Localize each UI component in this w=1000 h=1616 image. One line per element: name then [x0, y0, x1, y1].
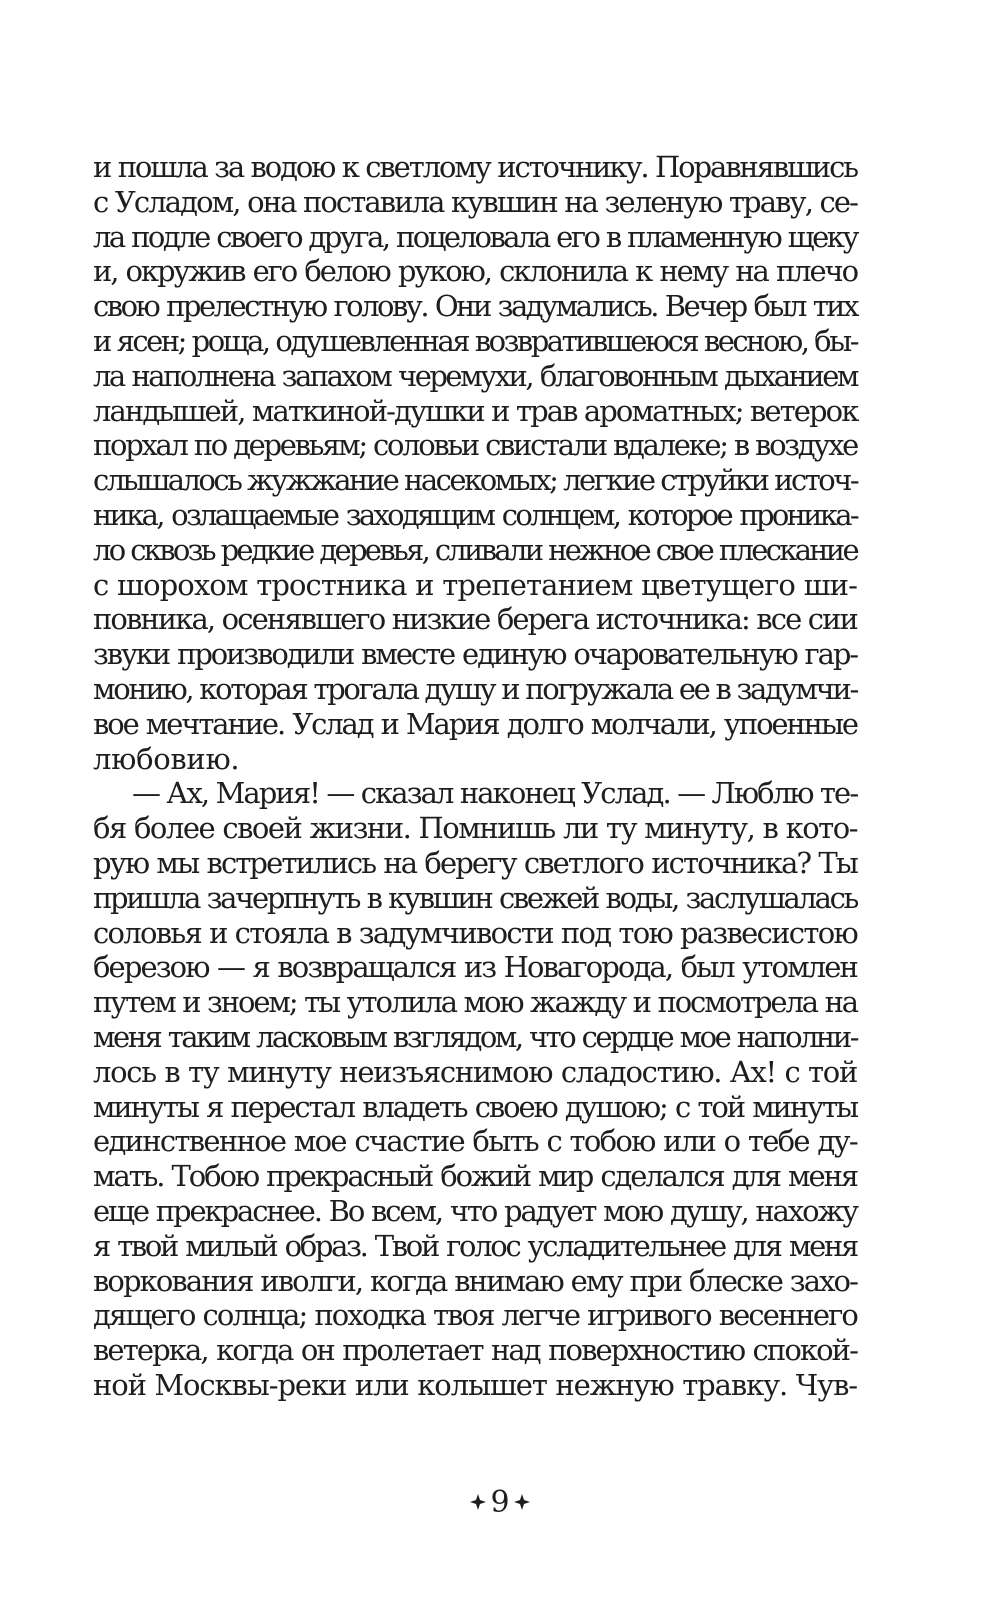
- text-line: меня таким ласковым взглядом, что сердце мое наполни-: [93, 1019, 857, 1054]
- text-line: ветерка, когда он пролетает над поверхностию спокой-: [93, 1333, 857, 1368]
- text-line: я твой милый образ. Твой голос усладительнее для меня: [93, 1228, 857, 1263]
- ornament-left-icon: [470, 1494, 486, 1510]
- text-line: рую мы встретились на берегу светлого источника? Ты: [93, 845, 857, 880]
- text-line: с шорохом тростника и трепетанием цветущего ши-: [93, 567, 857, 602]
- text-line: вое мечтание. Услад и Мария долго молчали, упоенные: [93, 706, 857, 741]
- text-line: мать. Тобою прекрасный божий мир сделался для меня: [93, 1159, 857, 1194]
- text-line: и пошла за водою к светлому источнику. Поравнявшись: [93, 150, 857, 184]
- text-line: воркования иволги, когда внимаю ему при блеске захо-: [93, 1263, 857, 1298]
- text-line: ла наполнена запахом черемухи, благовонным дыханием: [93, 358, 857, 393]
- text-line: свою прелестную голову. Они задумались. Вечер был тих: [93, 289, 857, 324]
- text-line: и ясен; роща, одушевленная возвратившеюся весною, бы-: [93, 323, 857, 358]
- text-line: дящего солнца; походка твоя легче игривого весеннего: [93, 1298, 857, 1333]
- text-line: пришла зачерпнуть в кувшин свежей воды, заслушалась: [93, 880, 857, 915]
- text-line: порхал по деревьям; соловьи свистали вдалеке; в воздухе: [93, 428, 857, 463]
- text-line: ной Москвы-реки или колышет нежную травку. Чув-: [93, 1367, 857, 1402]
- text-line: и, окружив его белою рукою, склонила к нему на плечо: [93, 254, 857, 289]
- text-line: березою — я возвращался из Новагорода, был утомлен: [93, 950, 857, 985]
- text-line: ландышей, маткиной-душки и трав ароматных; ветерок: [93, 393, 858, 428]
- text-line: любовию.: [93, 741, 240, 776]
- page-folio: [0, 1482, 1000, 1522]
- text-line: слышалось жужжание насекомых; легкие струйки источ-: [93, 463, 858, 498]
- text-line: звуки производили вместе единую очаровательную гар-: [93, 637, 857, 672]
- text-line: повника, осенявшего низкие берега источника: все сии: [93, 602, 857, 637]
- text-line: монию, которая трогала душу и погружала ее в задумчи-: [93, 671, 857, 706]
- text-line: единственное мое счастие быть с тобою или о тебе ду-: [93, 1124, 857, 1159]
- text-line: — Ах, Мария! — сказал наконец Услад. — Люблю те-: [132, 776, 858, 811]
- text-line: лось в ту минуту неизъяснимою сладостию. Ах! с той: [93, 1054, 857, 1089]
- text-line: еще прекраснее. Во всем, что радует мою душу, нахожу: [93, 1193, 857, 1228]
- ornament-right-icon: [514, 1494, 530, 1510]
- text-line: ло сквозь редкие деревья, сливали нежное свое плескание: [93, 532, 857, 567]
- text-line: путем и зноем; ты утолила мою жажду и посмотрела на: [93, 985, 857, 1020]
- text-line: с Усладом, она поставила кувшин на зеленую траву, се-: [93, 184, 857, 219]
- text-line: минуты я перестал владеть своею душою; с той минуты: [93, 1089, 857, 1124]
- body-text: [93, 150, 857, 1403]
- text-line: соловья и стояла в задумчивости под тою развесистою: [93, 915, 857, 950]
- text-line: бя более своей жизни. Помнишь ли ту минуту, в кото-: [93, 811, 857, 846]
- text-line: ла подле своего друга, поцеловала его в пламенную щеку: [93, 219, 857, 254]
- text-line: ника, озлащаемые заходящим солнцем, которое проника-: [93, 497, 857, 532]
- page-number: 9: [490, 1484, 510, 1520]
